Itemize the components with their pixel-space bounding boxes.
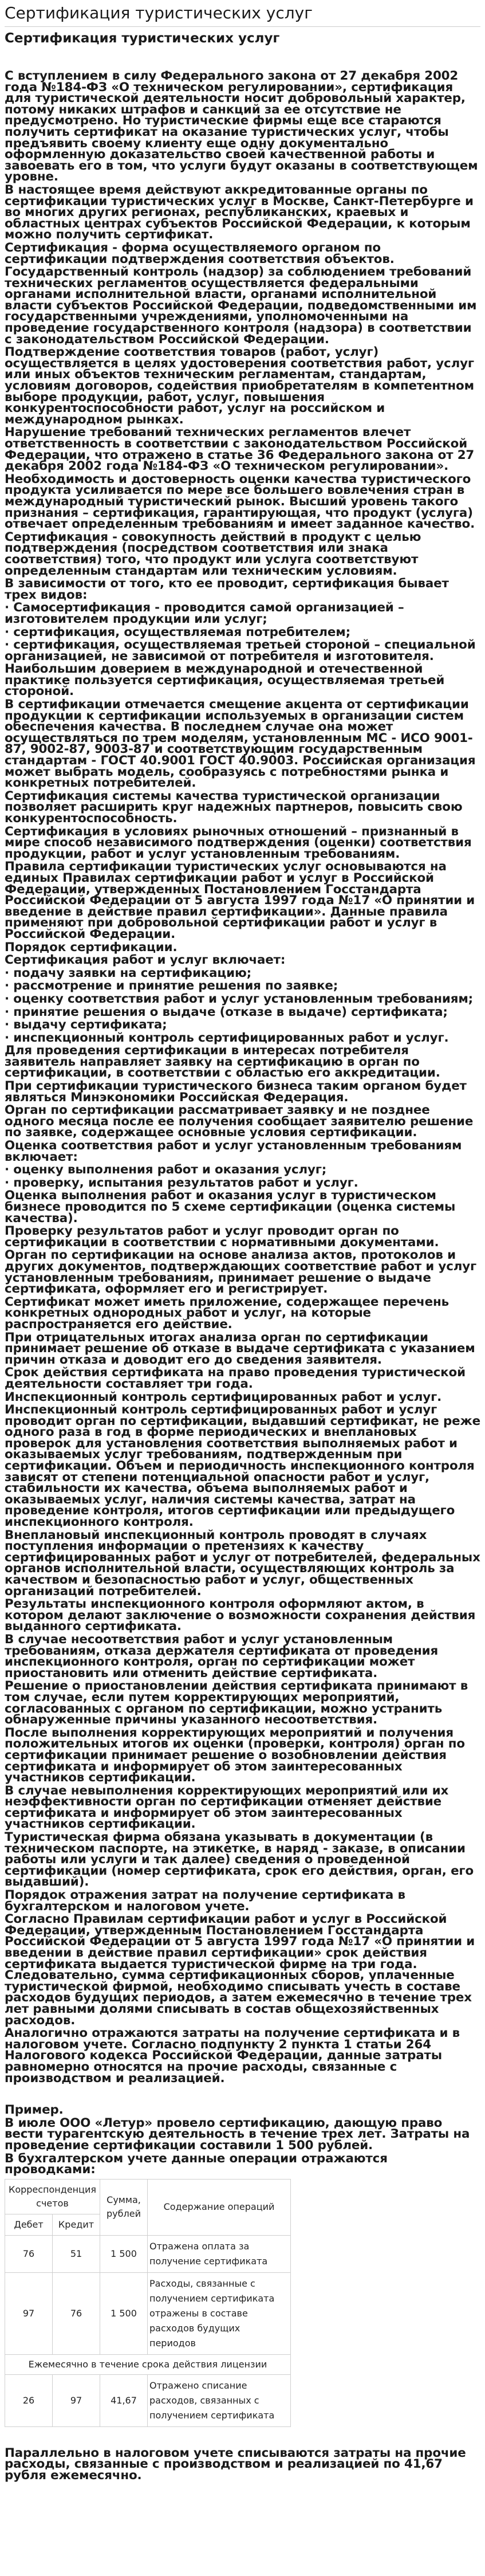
paragraph: · подачу заявки на сертификацию; xyxy=(5,965,252,980)
cell-amount: 1 500 xyxy=(100,2272,148,2354)
cell-debit: 26 xyxy=(5,2374,53,2426)
paragraph: Необходимость и достоверность оценки качества туристического продукта усиливается по мере все большего вовлечения стран в международный туристический рынок. Высший уровень такого признания – сертификация, гарантирующая, что продукт (услуга) отвечает определенным требованиям и имеет заданное качество. xyxy=(5,472,475,532)
paragraph: Инспекционный контроль сертифицированных работ и услуг. xyxy=(5,1389,442,1404)
example-section xyxy=(5,2104,480,2427)
paragraph: Орган по сертификации рассматривает заявку и не позднее одного месяца после ее получения сообщает заявителю решение по заявке, содержащее основные условия сертификации. xyxy=(5,1103,474,1140)
table-row xyxy=(5,2272,291,2354)
ledger-header-row xyxy=(5,2179,291,2214)
example-intro: В бухгалтерском учете данные операции отражаются проводками: xyxy=(5,2151,388,2177)
example-text: В июле ООО «Летур» провело сертификацию, дающую право вести турагентскую деятельность в течение трех лет. Затраты на проведение сертификации составили 1 500 рублей. xyxy=(5,2115,470,2153)
header-amount: Сумма, рублей xyxy=(100,2179,148,2235)
paragraph: Государственный контроль (надзор) за соблюдением требований технических регламентов осуществляется федеральными органами исполнительной власти, органами исполнительной власти субъектов Российской Федерации, подведомственными им государственными учреждениями, уполномоченными на проведение государственного контроля (надзора) в соответствии с законодательством Российской Федерации. xyxy=(5,265,477,347)
header-debit: Дебет xyxy=(5,2214,53,2235)
cell-credit: 76 xyxy=(53,2272,100,2354)
paragraph: · сертификация, осуществляемая третьей стороной – специальной организацией, не зависимой от потребителя и изготовителя. xyxy=(5,638,476,663)
paragraph: При сертификации туристического бизнеса таким органом будет являться Минэкономики Российская Федерация. xyxy=(5,1079,467,1105)
paragraph: · принятие решения о выдаче (отказе в выдаче) сертификата; xyxy=(5,1004,448,1019)
paragraph: Аналогично отражаются затраты на получение сертификата и в налоговом учете. Согласно подпункту 2 пункта 1 статьи 264 Налогового кодекса Российской Федерации, данные затраты равномерно относятся на прочие расходы, связанные с производством и реализацией. xyxy=(5,2026,460,2086)
paragraph: В случае невыполнения корректирующих мероприятий или их неэффективности орган по сертификации отменяет действие сертификата и информирует об этом заинтересованных участников сертификации. xyxy=(5,1783,449,1832)
table-row xyxy=(5,2374,291,2426)
paragraph: Инспекционный контроль сертифицированных работ и услуг проводит орган по сертификации, выдавший сертификат, не реже одного раза в год в форме периодических и внеплановых проверок для установления соответствия выполняемых работ и оказываемых услуг требованиям, подтвержденным при сертификации. Объем и периодичность инспекционного контроля зависят от степени потенциальной опасности работ и услуг, стабильности их качества, объема выполняемых работ и оказываемых услуг, наличия системы качества, затрат на проведение контроля, итогов сертификации или предыдущего инспекционного контроля. xyxy=(5,1403,480,1530)
page-header: Сертификация туристических услуг xyxy=(5,3,480,27)
paragraph: В случае несоответствия работ и услуг установленным требованиям, отказа держателя сертификата от проведения инспекционного контроля, орган по сертификации может приостановить или отменить действие сертификата. xyxy=(5,1632,439,1680)
header-content: Содержание операций xyxy=(148,2179,291,2235)
paragraph: Оценка выполнения работ и оказания услуг в туристическом бизнесе проводится по 5 схеме сертификации (оценка системы качества). xyxy=(5,1188,456,1226)
cell-amount: 1 500 xyxy=(100,2235,148,2272)
paragraph: Сертификация в условиях рыночных отношений – признанный в мире способ независимого подтверждения (оценки) соответствия продукции, работ и услуг установленным требованиям. xyxy=(5,824,472,861)
paragraph: При отрицательных итогах анализа орган по сертификации принимает решение об отказе в выдаче сертификата с указанием причин отказа и доводит его до сведения заявителя. xyxy=(5,1330,475,1367)
paragraph: · Самосертификация - проводится самой организацией – изготовителем продукции или услуг; xyxy=(5,600,404,626)
cell-content: Отражена оплата за получение сертификата xyxy=(148,2235,291,2272)
cell-debit: 76 xyxy=(5,2235,53,2272)
cell-amount: 41,67 xyxy=(100,2374,148,2426)
paragraph: С вступлением в силу Федерального закона от 27 декабря 2002 года №184-ФЗ «О техническом регулировании», сертификация для туристической деятельности носит добровольный характер, потому никаких штрафов и санкций за ее отсутствие не предусмотрено. Но туристические фирмы еще все стараются получить сертификат на оказание туристических услуг, чтобы предъявить своему клиенту еще одну документально оформленную доказательство своей качественной работы и завоевать его в том, что услуги будут оказаны в соответствующем уровне. xyxy=(5,69,478,184)
table-row xyxy=(5,2235,291,2272)
paragraph: Результаты инспекционного контроля оформляют актом, в котором делают заключение о возможности сохранения действия выданного сертификата. xyxy=(5,1597,476,1634)
closing-section xyxy=(5,2445,480,2483)
cell-content: Расходы, связанные с получением сертификата отражены в составе расходов будущих периодов xyxy=(148,2272,291,2354)
paragraph: Срок действия сертификата на право проведения туристической деятельности составляет три года. xyxy=(5,1365,466,1391)
cell-credit: 51 xyxy=(53,2235,100,2272)
paragraph: Туристическая фирма обязана указывать в документации (в техническом паспорте, на этикетке, в наряд - заказе, в описании работы или услуги и так далее) сведения о проведенной сертификации (номер сертификата, срок его действия, орган, его выдавший). xyxy=(5,1830,474,1890)
paragraph: · оценку соответствия работ и услуг установленным требованиям; xyxy=(5,991,474,1006)
paragraph: В настоящее время действуют аккредитованные органы по сертификации туристических услуг в Москве, Санкт-Петербурге и во многих других регионах, республиканских, краевых и областных центрах субъектов Российской Федерации, к которым можно получить сертификат. xyxy=(5,182,474,242)
cell-debit: 97 xyxy=(5,2272,53,2354)
paragraph: Сертификация работ и услуг включает: xyxy=(5,953,286,968)
header-corr: Корреспонденция счетов xyxy=(5,2179,100,2214)
paragraph: В зависимости от того, кто ее проводит, сертификация бывает трех видов: xyxy=(5,576,449,602)
paragraph: Сертификация - совокупность действий в продукт с целью подтверждения (посредством соответствия или знака соответствия) того, что продукт или услуга соответствуют определенным стандартам или техническим условиям. xyxy=(5,529,421,578)
paragraph: Сертификат может иметь приложение, содержащее перечень конкретных однородных работ и услуг, на которые распространяется его действие. xyxy=(5,1294,449,1332)
paragraph: Согласно Правилам сертификации работ и услуг в Российской Федерации, утвержденным Постановлением Госстандарта Российской Федерации от 5 августа 1997 года №17 «О принятии и введении в действие правил сертификации» срок действия сертификата выдается туристической фирме на три года. Следовательно, сумма сертификационных сборов, уплаченные туристической фирмой, необходимо списывать учесть в составе расходов будущих периодов, а затем ежемесячно в течение трех лет равными долями списывать в состав общехозяйственных расходов. xyxy=(5,1912,475,2028)
paragraph: Порядок сертификации. xyxy=(5,940,178,955)
paragraph: · инспекционный контроль сертифицированных работ и услуг. xyxy=(5,1030,449,1045)
paragraph: · выдачу сертификата; xyxy=(5,1018,167,1032)
paragraph: Наибольшим доверием в международной и отечественной практике пользуется сертификация, осуществляемая третьей стороной. xyxy=(5,662,445,699)
header-credit: Кредит xyxy=(53,2214,100,2235)
table-span-row xyxy=(5,2354,291,2374)
paragraph: Сертификация - форма осуществляемого органом по сертификации подтверждения соответствия объектов. xyxy=(5,240,395,266)
paragraph: Правила сертификации туристических услуг основываются на единых Правилах сертификации работ и услуг в Российской Федерации, утвержденных Постановлением Госстандарта Российской Федерации от 5 августа 1997 года №17 «О принятии и введение в действие правил сертификации». Данные правила применяют при добровольной сертификации работ и услуг в Российской Федерации. xyxy=(5,859,475,941)
paragraph: · сертификация, осуществляемая потребителем; xyxy=(5,625,351,639)
example-title: Пример. xyxy=(5,2103,64,2118)
paragraph: Для проведения сертификации в интересах потребителя заявитель направляет заявку на сертификацию в орган по сертификации, в соответствии с областью его аккредитации. xyxy=(5,1043,440,1081)
paragraph: Оценка соответствия работ и услуг установленным требованиям включает: xyxy=(5,1138,462,1164)
ledger-table xyxy=(5,2179,291,2427)
paragraph: · оценку выполнения работ и оказания услуг; xyxy=(5,1163,327,1177)
paragraph: Сертификация системы качества туристической организации позволяет расширить круг надежных партнеров, повысить свою конкурентоспособность. xyxy=(5,788,463,826)
paragraph: После выполнения корректирующих мероприятий и получения положительных итогов их оценки (проверки, контроля) орган по сертификации принимает решение о возобновлении действия сертификата и информирует об этом заинтересованных участников сертификации. xyxy=(5,1725,465,1785)
cell-credit: 97 xyxy=(53,2374,100,2426)
paragraph: Порядок отражения затрат на получение сертификата в бухгалтерском и налоговом учете. xyxy=(5,1888,405,1914)
paragraph: Проверку результатов работ и услуг проводит орган по сертификации в соответствии с нормативными документами. xyxy=(5,1224,439,1250)
paragraph: Решение о приостановлении действия сертификата принимают в том случае, если путем корректирующих мероприятий, согласованных с органом по сертификации, можно устранить обнаруженные причины указанного несоответствия. xyxy=(5,1679,468,1727)
cell-span: Ежемесячно в течение срока действия лицензии xyxy=(5,2354,291,2374)
article-body xyxy=(5,70,480,2084)
paragraph: Подтверждение соответствия товаров (работ, услуг) осуществляется в целях удостоверения соответствия работ, услуг или иных объектов техническим регламентам, стандартам, условиям договоров, содействия приобретателям в компетентном выборе продукции, работ, услуг, повышения конкурентоспособности работ, услуг на российском и международном рынках. xyxy=(5,345,474,427)
paragraph: В сертификации отмечается смещение акцента от сертификации продукции к сертификации используемых в организации систем обеспечения качества. В последнем случае она может осуществляться по трем моделям, установленным МС - ИСО 9001-87, 9002-87, 9003-87 и соответствующим государственным стандартам - ГОСТ 40.9001 ГОСТ 40.9003. Российская организация может выбрать модель, сообразуясь с потребностями рынка и конкретных потребителей. xyxy=(5,697,476,791)
paragraph: Внеплановый инспекционный контроль проводят в случаях поступления информации о претензиях к качеству сертифицированных работ и услуг от потребителей, федеральных органов исполнительной власти, осуществляющих контроль за качеством и безопасностью работ и услуг, общественных организаций потребителей. xyxy=(5,1527,480,1599)
page-title: Сертификация туристических услуг xyxy=(5,31,280,46)
paragraph: · рассмотрение и принятие решения по заявке; xyxy=(5,979,338,994)
paragraph: Нарушение требований технических регламентов влечет ответственность в соответствии с законодательством Российской Федерации, что отражено в статье 36 Федерального закона от 27 декабря 2002 года №184-ФЗ «О техническом регулировании». xyxy=(5,425,475,474)
closing-paragraph: Параллельно в налоговом учете списываются затраты на прочие расходы, связанные с производством и реализацией по 41,67 рубля ежемесячно. xyxy=(5,2445,466,2483)
paragraph: · проверку, испытания результатов работ и услуг. xyxy=(5,1175,358,1190)
cell-content: Отражено списание расходов, связанных с получением сертификата xyxy=(148,2374,291,2426)
paragraph: Орган по сертификации на основе анализа актов, протоколов и других документов, подтверждающих соответствие работ и услуг установленным требованиям, принимает решение о выдаче сертификата, оформляет его и регистрирует. xyxy=(5,1248,477,1297)
